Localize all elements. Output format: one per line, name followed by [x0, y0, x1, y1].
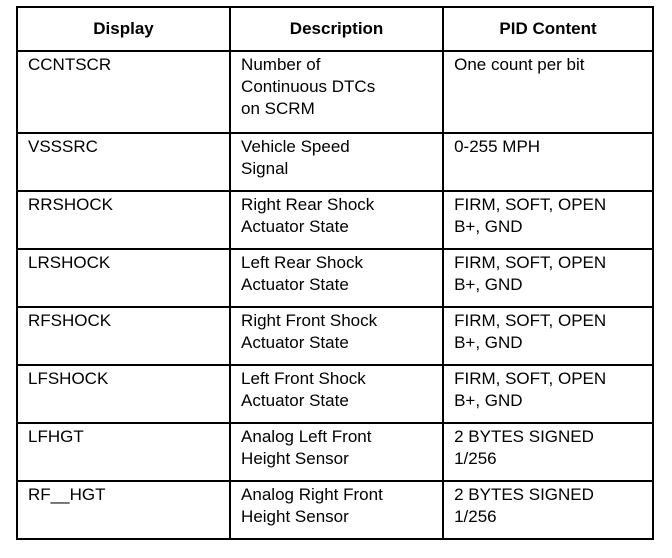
pid-content-cell: [443, 249, 653, 307]
pid-content-line: B+, GND: [454, 391, 523, 410]
pid-content-line: FIRM, SOFT, OPEN: [454, 195, 607, 214]
display-cell: LFHGT: [17, 423, 230, 481]
description-line: Left Rear Shock: [241, 253, 363, 272]
pid-content-cell: [443, 51, 653, 133]
description-line: Right Front Shock: [241, 311, 378, 330]
pid-content-line: 2 BYTES SIGNED: [454, 427, 594, 446]
pid-content-line: 1/256: [454, 507, 497, 526]
display-cell: RFSHOCK: [17, 307, 230, 365]
table-row: [17, 365, 653, 423]
description-line: Height Sensor: [241, 507, 349, 526]
pid-content-line: 1/256: [454, 449, 497, 468]
description-line: Number of: [241, 55, 321, 74]
description-line: Actuator State: [241, 391, 349, 410]
display-cell: RF__HGT: [17, 481, 230, 539]
description-cell: [230, 481, 443, 539]
description-line: Continuous DTCs: [241, 77, 376, 96]
table-row: [17, 307, 653, 365]
table-row: [17, 249, 653, 307]
table-row: [17, 191, 653, 249]
description-line: Right Rear Shock: [241, 195, 375, 214]
pid-content-line: 0-255 MPH: [454, 137, 541, 156]
header-display: Display: [17, 7, 230, 51]
pid-content-line: FIRM, SOFT, OPEN: [454, 369, 607, 388]
pid-content-cell: [443, 191, 653, 249]
description-cell: [230, 307, 443, 365]
description-line: Analog Left Front: [241, 427, 372, 446]
pid-content-cell: [443, 133, 653, 191]
header-row: [17, 7, 653, 51]
description-cell: [230, 51, 443, 133]
pid-content-cell: [443, 365, 653, 423]
description-line: Actuator State: [241, 275, 349, 294]
display-cell: LFSHOCK: [17, 365, 230, 423]
description-line: Actuator State: [241, 217, 349, 236]
pid-content-cell: [443, 423, 653, 481]
table-row: [17, 423, 653, 481]
header-pid-content: PID Content: [443, 7, 653, 51]
pid-table: [16, 6, 654, 540]
description-cell: [230, 423, 443, 481]
description-line: on SCRM: [241, 99, 315, 118]
description-cell: [230, 133, 443, 191]
description-line: Vehicle Speed: [241, 137, 350, 156]
pid-content-line: B+, GND: [454, 333, 523, 352]
description-line: Actuator State: [241, 333, 349, 352]
pid-content-line: One count per bit: [454, 55, 585, 74]
display-cell: CCNTSCR: [17, 51, 230, 133]
display-cell: LRSHOCK: [17, 249, 230, 307]
display-cell: VSSSRC: [17, 133, 230, 191]
table-row: [17, 133, 653, 191]
pid-content-line: B+, GND: [454, 275, 523, 294]
description-cell: [230, 249, 443, 307]
description-cell: [230, 191, 443, 249]
description-line: Analog Right Front: [241, 485, 383, 504]
display-cell: RRSHOCK: [17, 191, 230, 249]
table-row: [17, 481, 653, 539]
pid-content-line: FIRM, SOFT, OPEN: [454, 253, 607, 272]
description-cell: [230, 365, 443, 423]
description-line: Height Sensor: [241, 449, 349, 468]
pid-content-line: 2 BYTES SIGNED: [454, 485, 594, 504]
table-header: [17, 7, 653, 51]
table-body: [17, 51, 653, 539]
pid-content-cell: [443, 481, 653, 539]
header-description: Description: [230, 7, 443, 51]
pid-content-cell: [443, 307, 653, 365]
description-line: Left Front Shock: [241, 369, 366, 388]
description-line: Signal: [241, 159, 289, 178]
pid-content-line: FIRM, SOFT, OPEN: [454, 311, 607, 330]
pid-content-line: B+, GND: [454, 217, 523, 236]
table-row: [17, 51, 653, 133]
